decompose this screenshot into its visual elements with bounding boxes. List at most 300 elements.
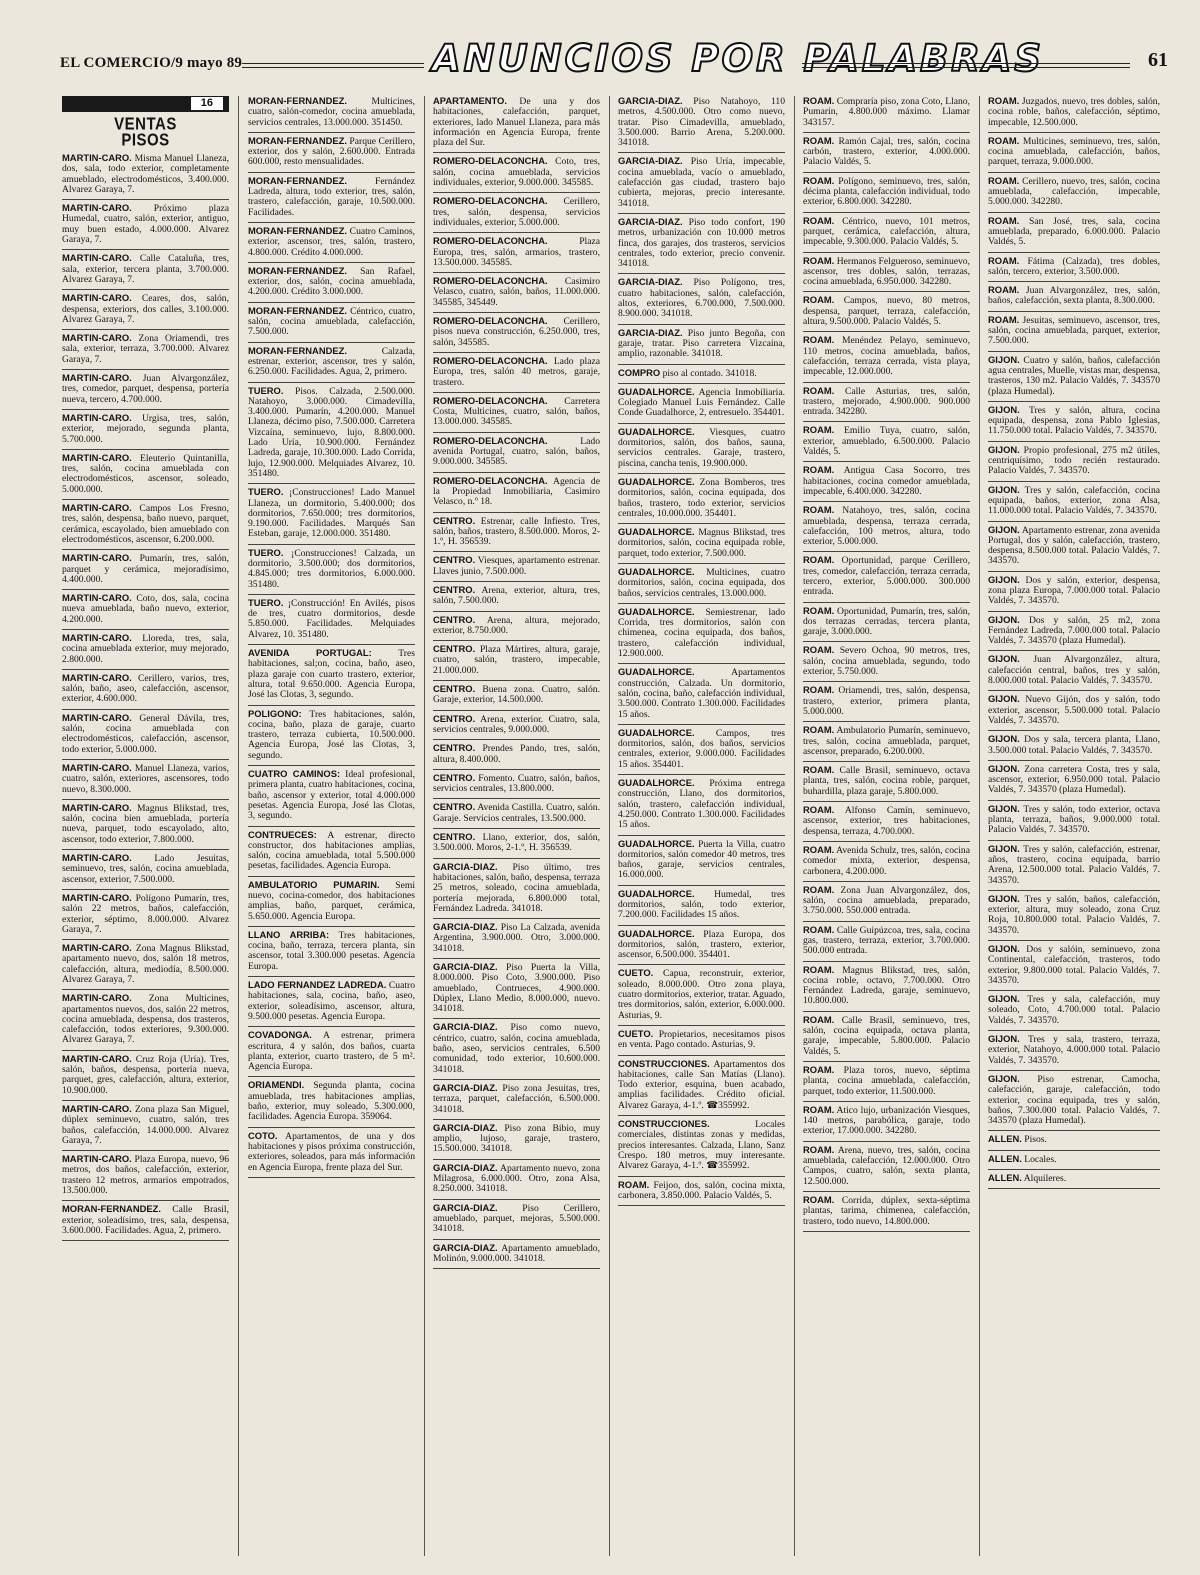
classified-ad [433,644,600,681]
ad-advertiser: AVENIDA PORTUGAL: [248,647,372,659]
classified-ad [433,555,600,582]
ad-text: Arena, altura, mejorado, exterior, 8.750.000. [433,614,600,636]
ad-advertiser: GUADALHORCE. [618,565,695,577]
ad-text: Tres y sala, calefacción, muy soleado, Coto, 4.700.000 total. Palacio Valdés, 7. 343570. [988,994,1160,1026]
ad-text: San José, tres, sala, cocina amueblada, preparado, 6.000.000. Palacio Valdés, 5. [988,215,1160,248]
ad-advertiser: GIJON. [988,403,1020,415]
ad-text: Humedal, tres dormitorios, salón, todo exterior, 7.200.000. Facilidades 15 años. [618,888,785,921]
ad-text: Parque Cerillero, exterior, dos y salón, 2.600.000. Entrada 600.000, resto mensualidades. [248,135,415,168]
ad-advertiser: GARCIA-DIAZ. [433,921,498,933]
classified-ad [618,1119,785,1176]
classified-ad [248,487,415,544]
classified-ad [62,713,229,760]
ad-text: Agencia Inmobiliaria. Colegiado Manuel Luis Fernández. Calle Conde Guadalhorce, 2, entresuelo. 354401. [618,386,785,419]
classified-ad [618,368,785,384]
ad-text: Urgisa, tres, salón, exterior, mejorado, segunda planta, 5.700.000. [62,412,229,445]
ad-advertiser: LLANO ARRIBA: [248,928,330,940]
classified-ad [618,277,785,324]
ad-text: Tres y salón, baños, calefacción, exterior, altura, muy soleado, zona Cruz Roja, 10.800.000 total. Palacio Valdés, 7. 343570. [988,893,1160,936]
classified-ad [803,925,970,962]
ad-text: Fernández Ladreda, altura, todo exterior, tres, salón, trastero, calefacción, garaje, 10.500.000. Facilidades. [248,175,415,218]
ad-text: Ambulatorio Pumarín, seminuevo, tres, salón, cocina amueblada, parquet, ascensor, preparado, 6.200.000. [803,725,970,757]
ad-advertiser: GARCIA-DIAZ. [433,1021,498,1033]
ad-text: ¡Construcción! En Avilés, pisos de tres, cuatro dormitorios, desde 5.850.000. Facilidades. Melquiades Alvarez, 10. 351480. [248,597,415,640]
ad-text: Ceares, dos, salón, despensa, exteriors, dos calles, 3.100.000. Alvarez Garaya, 7. [62,293,229,325]
ad-advertiser: MORAN-FERNANDEZ. [248,174,347,186]
ad-text: Multicines, seminuevo, tres, salón, cocina amueblada, calefacción, baños, parquet, terraza, 9.000.000. [988,135,1160,168]
ad-advertiser: ROAM. [803,1193,835,1205]
ad-text: Zona plaza San Miguel, dúplex seminuevo, cuatro, salón, tres baños, calefacción, 14.000.000. Alvarez Garaya, 7. [62,1103,229,1146]
ad-advertiser: MARTIN-CARO. [62,451,132,463]
ad-advertiser: ROAM. [988,96,1020,106]
column-4-ads [618,96,785,1206]
ad-text: Próximo plaza Humedal, cuatro, salón, exterior, antiguo, muy buen estado, 4.000.000. Alvarez Garaya, 7. [62,203,229,246]
ad-text: Puerta la Villa, cuatro dormitorios, salón comedor 40 metros, tres baños, garaje, servicios centrales, 16.000.000. [618,838,785,881]
classified-ad [62,503,229,550]
classified-ad [433,476,600,513]
ad-text: Juan Alvargonzález, tres, salón, baños, calefacción, sexta planta, 8.300.000. [988,285,1160,307]
column-divider [238,96,239,1556]
ad-text: Atico lujo, urbanización Viesques, 140 metros, parabólica, garaje, todo exterior, 17.000.000. 342280. [803,1104,970,1137]
classified-ad [988,216,1160,253]
classified-ad [618,427,785,474]
classified-ad [618,929,785,966]
ad-text: Polígono, seminuevo, tres, salón, décima planta, calefacción individual, todo exterior, 6.800.000. 342280. [803,175,970,208]
classified-ad [62,993,229,1050]
column-1 [62,96,229,1566]
ad-advertiser: MORAN-FERNANDEZ. [248,224,347,236]
ad-text: Emilio Tuya, cuatro, salón, exterior, amueblado, 6.500.000. Palacio Valdés, 5. [803,425,970,458]
classified-ad [618,96,785,153]
ad-advertiser: GUADALHORCE. [618,837,695,849]
classified-ad [988,804,1160,841]
ad-text: Prendes Pando, tres, salón, altura, 8.400.000. [433,743,600,765]
classified-ad [988,994,1160,1031]
ad-advertiser: MARTIN-CARO. [62,671,132,683]
ad-advertiser: ROMERO-DELACONCHA. [433,474,548,486]
ad-text: Apartamento nuevo, zona Milagrosa, 6.000.000. Otro, zona Alsa, 8.250.000. 341018. [433,1162,600,1195]
ad-advertiser: ROAM. [803,254,835,266]
ad-advertiser: MARTIN-CARO. [62,332,132,344]
ad-text: Plaza Europa, dos dormitorios, salón, trastero, exterior, ascensor, 6.500.000. 354401. [618,928,785,961]
ad-text: Dos y sala, tercera planta, Llano, 3.500.000 total. Palacio Valdés, 7. 343570. [988,734,1160,756]
ad-advertiser: MARTIN-CARO. [62,891,132,903]
ad-text: Coto, tres, salón, cocina amueblada, servicios individuales, exterior, 9.000.000. 345585. [433,156,600,189]
ad-text: Severo Ochoa, 90 metros, tres, salón, cocina amueblada, segundo, todo exterior, 5.750.000. [803,645,970,678]
classified-ad [618,477,785,524]
ad-advertiser: MORAN-FERNANDEZ. [248,96,347,106]
ad-advertiser: GARCIA-DIAZ. [433,1081,498,1093]
ad-text: piso al contado. 341018. [660,367,757,379]
ad-text: Fátima (Calzada), tres dobles, salón, tercero, exterior, 3.500.000. [988,255,1160,277]
ad-text: Arena, exterior. Cuatro, sala, servicios centrales, 9.000.000. [433,713,600,735]
ad-text: Multicines, cuatro dormitorios, salón, cocina equipada, dos baños, servicios centrales, 13.000.000. [618,566,785,599]
ad-advertiser: CENTRO. [433,683,476,695]
ad-advertiser: CENTRO. [433,554,476,566]
classified-ad [803,1065,970,1102]
classified-ad [988,694,1160,731]
classified-ad [248,830,415,877]
classified-ad [62,763,229,800]
classified-ad [618,839,785,886]
ad-advertiser: COMPRO [618,366,661,378]
ad-advertiser: ROAM. [988,284,1020,296]
classified-ad [803,765,970,802]
ad-text: Piso zona Jesuitas, tres, terraza, parquet, calefacción, 6.500.000. 341018. [433,1082,600,1115]
classified-ad [433,156,600,193]
classified-ad [62,1054,229,1101]
classified-ad [803,606,970,643]
ad-advertiser: TUERO. [248,596,284,608]
ad-advertiser: MARTIN-CARO. [62,1052,132,1064]
ad-text: Hermanos Felgueroso, seminuevo, ascensor, tres dobles, salón, terrazas, cocina amueblada, 6.950.000. 342280. [803,255,970,288]
classified-ad [433,773,600,800]
classified-ad [803,216,970,253]
ad-advertiser: GIJON. [988,842,1020,854]
classified-ad [803,1015,970,1062]
ad-text: Plaza Europa, tres, salón, armarios, trastero, 13.500.000. 345585. [433,236,600,268]
ad-advertiser: ROAM. [803,923,835,935]
ad-text: Plaza Mártires, altura, garaje, cuatro, salón, trastero, impecable, 21.000.000. [433,644,600,676]
column-1-ads [62,153,229,1241]
ad-advertiser: ROMERO-DELACONCHA. [433,354,548,366]
ad-text: Corrida, dúplex, sexta-séptima plantas, tarima, chimenea, calefacción, trastero, todo nuevo, 14.800.000. [803,1194,970,1227]
ad-advertiser: LADO FERNANDEZ LADREDA. [248,979,387,991]
classified-ad [618,667,785,724]
classified-ad [62,633,229,670]
ad-advertiser: GIJON. [988,733,1020,745]
classified-ad [62,803,229,850]
ad-text: Cerillero, tres, salón, despensa, servicios individuales, exterior, 5.000.000. [433,196,600,228]
ad-advertiser: ROAM. [803,294,835,306]
classified-ad [433,1083,600,1120]
ad-advertiser: MARTIN-CARO. [62,411,132,423]
classified-ad [988,445,1160,482]
ad-advertiser: ROMERO-DELACONCHA. [433,434,548,446]
ad-text: Alquileres. [1021,1173,1067,1185]
classified-ad [988,525,1160,572]
ad-advertiser: MARTIN-CARO. [62,761,132,773]
ad-text: Estrenar, calle Infiesto. Tres, salón, baños, trastero, 8.500.000. Moros, 2-1.º, H. 356539. [433,515,600,548]
classified-ad [433,196,600,233]
ad-text: ¡Construcciones! Lado Manuel Llaneza, un dormitorio, 5.400.000; dos dormitorios, 7.650.000; tres dormitorios, 9.190.000. Facilidades. Marqués San Esteban, garaje, 12.000.000. 351480. [248,487,415,540]
ad-text: Multicines, cuatro, salón-comedor, cocina amueblada, servicios centrales, 13.000.000. 351450. [248,96,415,128]
ad-advertiser: GUADALHORCE. [618,726,695,738]
ad-advertiser: GARCIA-DIAZ. [433,1161,498,1173]
ad-text: Tres habitaciones, cocina, baño, terraza, tercera planta, sin ascensor, total 3.300.000 pesetas. Agencia Europa. [248,929,415,972]
ad-text: Carretera Costa, Multicines, cuatro, salón, baños, 13.000.000. 345585. [433,395,600,428]
ad-text: Piso Cerillero, amueblado, parquet, mejoras, 5.500.000. 341018. [433,1202,600,1235]
classified-ad [433,1163,600,1200]
ad-advertiser: GUADALHORCE. [618,526,695,538]
classified-ad [618,217,785,274]
ad-advertiser: GIJON. [988,802,1020,814]
classified-ad [988,944,1160,991]
classified-ad [62,253,229,290]
ad-advertiser: GARCIA-DIAZ. [618,276,683,288]
ad-text: Zona Multicines, apartamentos nuevos, dos, salón 22 metros, cocina amueblada, despensa, dos trasteros, calefacción, todos exteriores, 9.300.000. Alvarez Garaya, 7. [62,993,229,1046]
ad-text: Agencia de la Propiedad Inmobiliaria, Casimiro Velasco, n.º 18. [433,475,600,508]
classified-ad [803,885,970,922]
ad-text: Zona carretera Costa, tres y sala, ascensor, exterior, 6.950.000 total. Palacio Valdés, 7. 343570 (plaza Humedal). [988,763,1160,796]
classified-ad [988,96,1160,133]
ad-advertiser: CUETO. [618,1027,654,1039]
ad-text: Oportunidad, parque Cerillero, tres, comedor, calefacción, terraza cerrada, tercero, exterior, 5.000.000. 300.000 entrada. [803,555,970,598]
ad-text: Juan Alvargonzález, tres, comedor, parquet, despensa, portería nueva, tercero, 4.700.000. [62,373,229,405]
classified-ad [803,386,970,423]
ad-text: Misma Manuel Llaneza, dos, sala, todo exterior, completamente amueblado, electrodomésticos, 3.400.000. Alvarez Garaya, 7. [62,153,229,195]
ad-advertiser: GIJON. [988,483,1020,495]
ad-text: Ramón Cajal, tres, salón, cocina carbón, trastero, exterior, 4.000.000. Palacio Valdés, 5. [803,135,970,168]
ad-advertiser: CENTRO. [433,514,476,526]
ad-advertiser: GIJON. [988,573,1020,585]
column-3 [433,96,600,1566]
classified-ad [248,136,415,173]
ad-text: Tres y salón, calefacción, cocina equipada, baños, exterior, zona Alsa, 11.000.000 total. Palacio Valdés, 7. 343570. [988,484,1160,517]
classified-ad [988,1134,1160,1150]
column-divider [424,96,425,1556]
ad-advertiser: GARCIA-DIAZ. [433,1201,498,1213]
classified-ad [433,516,600,553]
ad-advertiser: GARCIA-DIAZ. [433,961,498,972]
ad-text: Calzada, estrenar, exterior, ascensor, tres y salón, 6.250.000. Facilidades. Agua, 2, primero. [248,345,415,378]
header-rule-right [802,63,1130,68]
classified-ad [803,465,970,502]
ad-text: Piso Puerta la Villa, 8.000.000. Piso Coto, 3.900.000. Piso amueblado, Contrueces, 4.900.000. Dúplex, Llano Medio, 8.000.000, nuevo. 341018. [433,962,600,1015]
classified-ad [988,844,1160,891]
ad-text: Juzgados, nuevo, tres dobles, salón, cocina roble, baños, calefacción, séptimo, impecable, 12.500.000. [988,96,1160,128]
ad-advertiser: GARCIA-DIAZ. [433,1121,498,1133]
ad-text: Tres y salón, altura, cocina equipada, despensa, zona Pablo Iglesias, 11.750.000 total. Palacio Valdés, 7. 343570. [988,404,1160,437]
ad-advertiser: CENTRO. [433,801,476,813]
classified-ad [248,980,415,1027]
classified-ad [62,673,229,710]
ad-text: Campos, tres dormitorios, salón, dos baños, servicios centrales, exterior, 9.000.000. Facilidades 15 años. 354401. [618,727,785,770]
ad-text: Tres habitaciones, sal;on, cocina, baño, aseo, plaza garaje con cuarto trastero, exterior, altura, total 9.650.000. Agencia Europa, José las Clotas, 3, segundo. [248,648,415,701]
ad-text: Arena, exterior, altura, tres, salón, 7.500.000. [433,584,600,607]
ad-advertiser: CENTRO. [433,613,476,625]
ad-text: De una y dos habitaciones, calefacción, parquet, exteriores, lado Manuel Llaneza, para más información en Agencia Europa, frente plaza del Sur. [433,96,600,149]
classified-ad [62,153,229,200]
column-2-ads [248,96,415,1178]
ad-advertiser: AMBULATORIO PUMARIN. [248,878,380,890]
ad-advertiser: CONSTRUCCIONES. [618,1057,710,1069]
ad-text: Piso zona Bibio, muy amplio, lujoso, garaje, trastero, 15.500.000. 341018. [433,1122,600,1155]
ad-text: Piso último, tres habitaciones, salón, baño, despensa, terraza 25 metros, soleado, cocina amueblada, portería mejorada, 6.800.000 total, Fernández Ladreda. 341018. [433,861,600,914]
ad-text: Apartamentos construcción, Calzada. Un dormitorio, salón, cocina, baño, calefacción individual, 3.500.000. Contrato 1.300.000. Facilidades 15 años. [618,667,785,720]
classified-ad [988,734,1160,761]
ad-text: Lado avenida Portugal, cuatro, salón, baños, 9.000.000. 345585. [433,435,600,468]
ad-text: Campos Los Fresno, tres, salón, despensa, baño nuevo, parquet, cerámica, escayolado, bien amueblado con electrodomésticos, ascensor, 6.200.000. [62,503,229,545]
ad-text: Pisos. [1021,1134,1047,1146]
ad-text: Segunda planta, cocina amueblada, tres habitaciones amplias, baño, exterior, muy soleado, 5.300.000, facilidades. Agencia Europa. 359064. [248,1080,415,1123]
classified-ad [433,1123,600,1160]
ad-advertiser: ROAM. [803,963,835,975]
classified-ad [433,1203,600,1240]
classified-ad [433,714,600,741]
ad-text: Apartamento amueblado, Molinón, 9.000.000. 341018. [433,1242,600,1264]
ad-text: Locales. [1021,1153,1057,1165]
ad-text: Oriamendi, tres, salón, despensa, trastero, exterior, primera planta, 5.000.000. [803,685,970,717]
ad-text: Dos y salóin, seminuevo, zona Continental, calefacción, trasteros, todo exterior, 9.800.000 total. Palacio Valdés, 7. 343570. [988,944,1160,986]
ad-advertiser: ROAM. [803,1143,835,1155]
ad-text: General Dávila, tres, salón, cocina amueblada con electrodomésticos, calefacción, ascensor, todo exterior, 5.000.000. [62,712,229,755]
ad-advertiser: CENTRO. [433,831,476,843]
ad-advertiser: GARCIA-DIAZ. [433,1241,498,1253]
classified-ad [433,615,600,642]
ad-text: Cuatro y salón, baños, calefacción agua centrales, Muelle, vistas mar, despensa, trasteros, 130 m2. Palacio Valdés, 7. 343570 (plaza Humedal). [988,354,1160,397]
ad-text: Avenida Schulz, tres, salón, cocina comedor mixta, exterior, despensa, carbonera, 4.200.000. [803,844,970,877]
ad-advertiser: MARTIN-CARO. [62,152,132,163]
ad-advertiser: GUADALHORCE. [618,927,695,939]
ad-text: Magnus Blikstad, tres dormitorios, salón, cocina equipada roble, parquet, todo exterior, 7.500.000. [618,527,785,559]
section-title-ventas: VENTAS [114,114,177,135]
ad-text: Propio profesional, 275 m2 útiles, centriquísimo, todo recién restaurado. Palacio Valdés, 7. 343570. [988,444,1160,477]
classified-ad [988,764,1160,801]
classified-ad [618,1059,785,1116]
classified-ad [803,505,970,552]
ad-text: Piso como nuevo, céntrico, cuatro, salón, cocina amueblada, baño, aseo, servicios centrales, 6.500 comunidad, todo exterior, 10.600.000. 341018. [433,1022,600,1075]
ad-advertiser: GUADALHORCE. [618,475,695,487]
ad-text: Céntrico, cuatro, salón, cocina amueblada, calefacción, 7.500.000. [248,305,415,338]
classified-ad [433,922,600,959]
ad-advertiser: ROMERO-DELACONCHA. [433,195,548,207]
classified-ad [988,1173,1160,1189]
ad-advertiser: ROAM. [618,1178,650,1190]
column-6-ads [988,96,1160,1189]
ad-advertiser: MARTIN-CARO. [62,711,132,723]
ad-advertiser: MORAN-FERNANDEZ. [248,264,347,276]
classified-ad [62,203,229,250]
classified-ad [433,832,600,859]
ad-advertiser: GIJON. [988,762,1020,774]
ad-advertiser: GARCIA-DIAZ. [618,96,683,106]
classified-ad [248,769,415,826]
section-banner-title: ANUNCIOS POR PALABRAS [432,37,1045,80]
classified-ad [803,295,970,332]
ad-text: Lloreda, tres, sala, cocina amueblada exterior, muy mejorado, 2.800.000. [62,632,229,665]
classified-ad [248,548,415,595]
classified-ad [988,285,1160,312]
ad-advertiser: ROAM. [803,1013,835,1025]
ad-advertiser: ROAM. [803,1063,835,1075]
classified-ad [803,136,970,173]
ad-advertiser: GUADALHORCE. [618,666,695,678]
ad-advertiser: ROAM. [803,424,835,436]
ad-advertiser: COVADONGA. [248,1029,312,1041]
classified-ad [618,1180,785,1207]
column-2 [248,96,415,1566]
ad-advertiser: CONSTRUCCIONES. [618,1118,710,1130]
classified-ad [433,1022,600,1079]
column-5-ads [803,96,970,1232]
classified-ad [433,684,600,711]
classified-ad [803,725,970,762]
ad-text: Feijoo, dos, salón, cocina mixta, carbonera, 3.850.000. Palacio Valdés, 5. [618,1179,785,1201]
ad-advertiser: ROAM. [988,254,1020,266]
ad-advertiser: GIJON. [988,892,1020,904]
classified-ad [248,386,415,485]
classified-ad [62,293,229,330]
classified-ad [248,648,415,705]
ad-text: Apartamentos dos habitaciones, calle San Matías (Llano). Todo exterior, esquina, buen acabado, amplias facilidades. Crédito oficial. Alvarez Garaya, 4-1.º. ☎355992. [618,1058,785,1111]
classified-ad [988,136,1160,173]
ad-advertiser: MARTIN-CARO. [62,292,132,304]
ad-text: Calle Asturias, tres, salón, trastero, mejorado, 4.900.000. 900.000 entrada. 342280. [803,385,970,418]
ad-advertiser: MARTIN-CARO. [62,592,132,604]
ad-advertiser: ROAM. [803,604,835,616]
ad-text: Polígono Pumarín, tres, salón 22 metros, baños, calefacción, exterior, séptimo, 8.000.000. Alvarez Garaya, 7. [62,892,229,935]
ad-advertiser: POLIGONO: [248,707,302,719]
ad-text: San Rafael, exterior, dos, salón, cocina amueblada, 4.200.000. Crédito 3.000.000. [248,265,415,298]
ad-text: Arena, nuevo, tres, salón, cocina amueblada, calefacción, 12.000.000. Otro Campos, cuatro, salón, sexta planta, 12.500.000. [803,1144,970,1187]
ad-advertiser: MARTIN-CARO. [62,1153,132,1165]
ad-text: Lado plaza Europa, tres, salón 40 metros, garaje, trastero. [433,355,600,388]
ad-text: Plaza toros, nuevo, séptima planta, cocina amueblada, calefacción, parquet, todo exterior, 11.500.000. [803,1064,970,1097]
classified-ad [433,96,600,153]
classified-ad [988,1154,1160,1170]
classified-ad [62,893,229,940]
classified-ad [248,1030,415,1077]
classified-ad [62,373,229,410]
ad-advertiser: APARTAMENTO. [433,96,507,106]
classified-ad [988,615,1160,652]
ad-text: Viesques, apartamento estrenar. Llaves junio, 7.500.000. [433,555,600,577]
classified-ad [618,527,785,564]
ad-text: Dos y salón, exterior, despensa, zona plaza Europa, 7.000.000 total. Palacio Valdés, 7. 343570. [988,574,1160,607]
ad-advertiser: GUADALHORCE. [618,777,695,789]
ad-advertiser: ORIAMENDI. [248,1079,305,1091]
ad-text: Plaza Europa, nuevo, 96 metros, dos baños, calefacción, exterior, trastero 12 metros, armarios empotrados, 13.500.000. [62,1154,229,1197]
ad-text: Calle Brasil, exterior, soleadísimo, tres, sala, despensa, 3.600.000. Facilidades. Agua, 2, primero. [62,1204,229,1236]
ad-advertiser: GIJON. [988,443,1020,455]
ad-text: Juan Alvargonzález, altura, calefacción central, baños, tres y salón, 8.000.000 total. Palacio Valdés, 7. 343570. [988,654,1160,687]
ad-advertiser: ROMERO-DELACONCHA. [433,275,548,287]
ad-advertiser: ROAM. [988,214,1020,226]
ad-text: Piso Natahoyo, 110 metros, 4.500.000. Otro como nuevo, tratar. Piso Cimadevilla, amueblado, 3.500.000. Barrio Arena, 5.200.000. 341018. [618,96,785,149]
classified-ad [62,1104,229,1151]
ad-text: Tres y salón, todo exterior, octava planta, terraza, baños, 9.000.000 total. Palacio Valdés, 7. 343570. [988,803,1160,836]
ad-advertiser: ROAM. [988,313,1020,325]
ad-advertiser: ROAM. [803,644,835,656]
classified-ad [433,236,600,273]
ad-text: Alfonso Camín, seminuevo, ascensor, exterior, tres habitaciones, despensa, terraza, 4.700.000. [803,805,970,837]
classified-ad [803,96,970,133]
ad-advertiser: MARTIN-CARO. [62,992,132,1004]
ad-text: Locales comerciales, distintas zonas y medidas, precios interesantes. Calzada, Llano, Sanz Crespo. 180 metros, muy interesante. Alvarez Garaya, 4-1.º. ☎355992. [618,1119,785,1172]
classified-ad [433,743,600,770]
classified-columns [62,96,1170,1566]
classified-ad [803,965,970,1012]
ad-advertiser: CENTRO. [433,643,476,655]
classified-ad [618,567,785,604]
ad-advertiser: ROAM. [803,134,835,146]
ad-advertiser: ALLEN. [988,1152,1022,1164]
ad-text: Compraría piso, zona Coto, Llano, Pumarín, 4.800.000 máximo. Llamar 343157. [803,96,970,128]
ad-advertiser: MARTIN-CARO. [62,502,132,514]
column-4 [618,96,785,1566]
classified-ad [248,709,415,766]
ad-text: Menéndez Pelayo, seminuevo, 110 metros, cocina amueblada, baños, calefacción, terraza cerrada, vista playa, impecable, 12.000.000. [803,335,970,378]
classified-ad [988,654,1160,691]
ad-advertiser: GIJON. [988,943,1020,954]
ad-text: Tres y salón, calefacción, estrenar, años, trastero, cocina equipada, barrio Arena, 12.500.000 total. Palacio Valdés, 7. 343570. [988,843,1160,886]
ad-text: Fomento. Cuatro, salón, baños, servicios centrales, 13.800.000. [433,772,600,795]
classified-ad [803,805,970,842]
ad-text: Cuatro Caminos, exterior, ascensor, tres, salón, trastero, 4.800.000. Crédito 4.000.000. [248,225,415,258]
ad-advertiser: GARCIA-DIAZ. [433,860,498,872]
ad-text: Ideal profesional, primera planta, cuatro habitaciones, cocina, baño, ascensor y exterior, total 4.000.000 pesetas. Agencia Europa, José las Clotas, 3, segundo. [248,769,415,822]
